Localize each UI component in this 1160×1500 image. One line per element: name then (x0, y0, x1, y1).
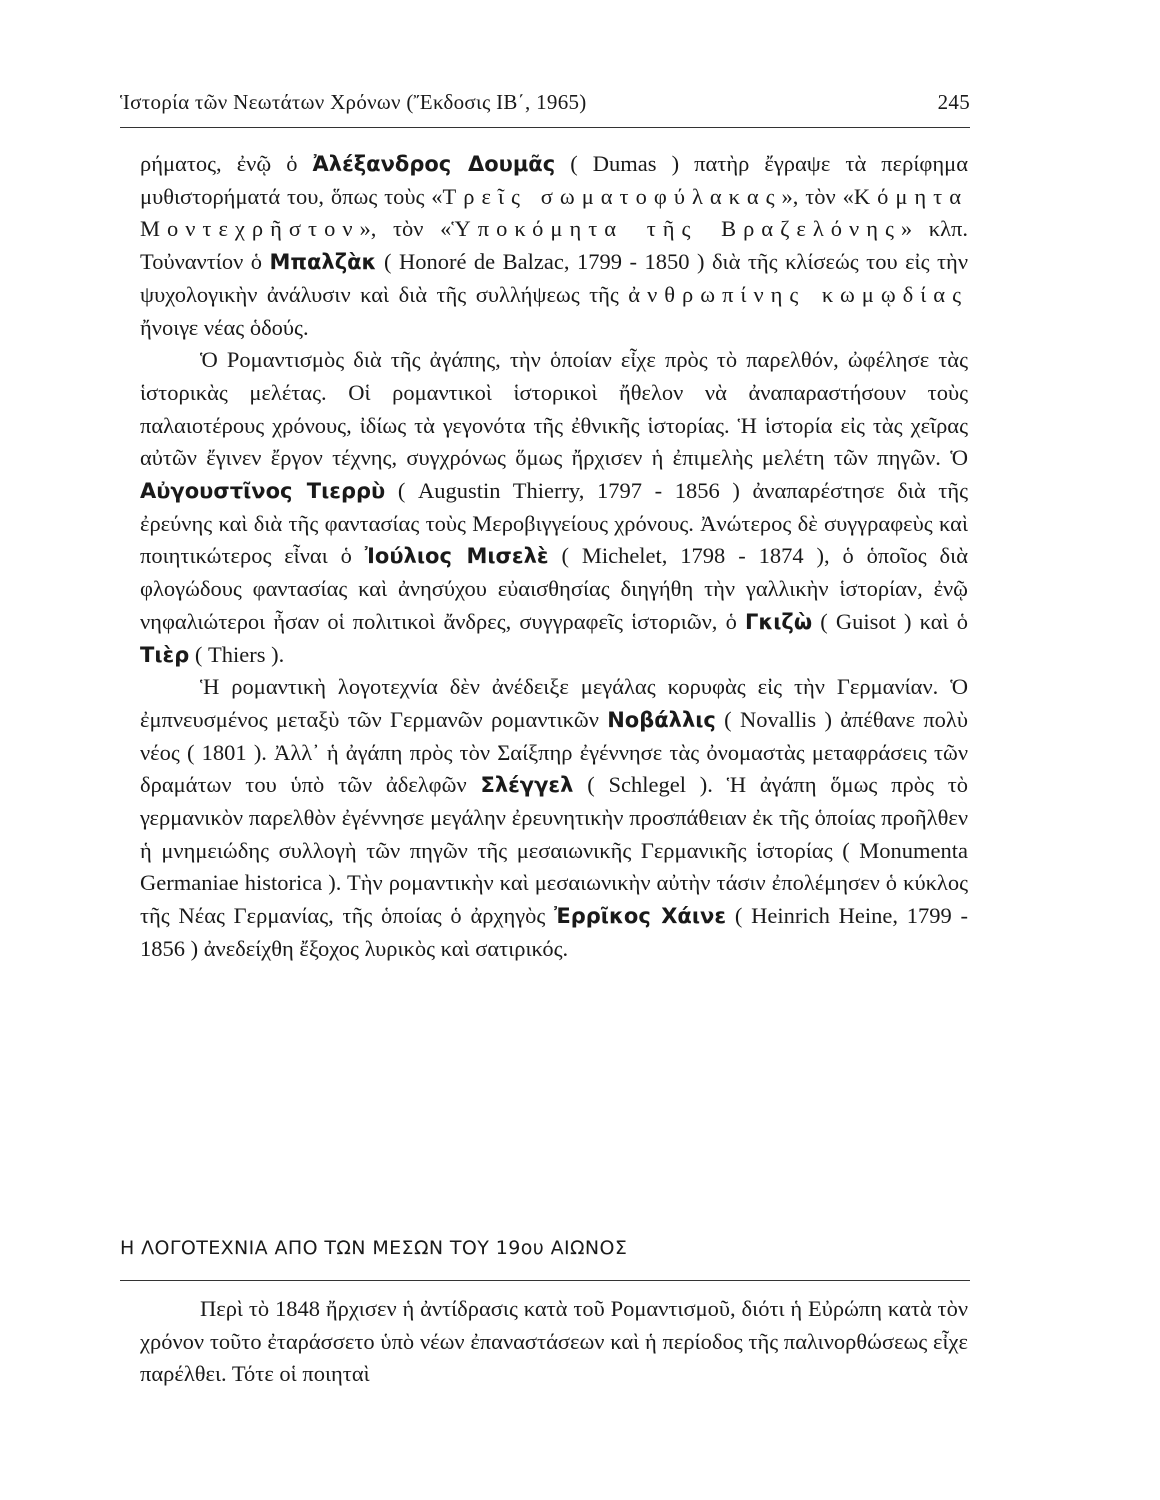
spaced-title: Ὑποκόμητα τῆς Βραζελόνης (451, 216, 901, 242)
paragraph-1 (140, 148, 968, 344)
running-header (120, 90, 970, 122)
text-run: », τὸν « (781, 183, 854, 209)
text-run: ( Michelet, 1798 - 1874 ), ὁ ὁποῖος διὰ φλογώδους φαντασίας καὶ ἀνησύχου εὐαισθησίας διηγήθη τὴν γαλλικὴν ἱστορίαν, ἐνῷ νηφαλιώτεροι ἦσαν οἱ πολιτικοὶ ἄνδρες, συγγραφεῖς ἱστοριῶν, ὁ (140, 543, 968, 634)
header-rule (120, 127, 970, 128)
paragraph-3 (140, 671, 968, 965)
bold-name: Αὐγουστῖνος Τιερρὺ (140, 479, 386, 504)
text-run: ( Honoré de Balzac, 1799 - 1850 ) διὰ τῆς κλίσεώς του εἰς τὴν ψυχολογικὴν ἀνάλυσιν καὶ διὰ τῆς συλλήψεως τῆς (140, 249, 968, 307)
section-rule (120, 1280, 970, 1281)
paragraph-2 (140, 344, 968, 671)
bold-name: Ἀλέξανδρος Δουμᾶς (312, 152, 556, 176)
text-run: ( Dumas ) πατὴρ ἔγραψε τὰ περίφημα μυθιστορήματά του, ὅπως τοὺς « (140, 151, 968, 209)
spaced-title: Κόμητα Μοντεχρῆστον (140, 183, 968, 242)
bold-name: Ἰούλιος Μισελὲ (364, 544, 549, 569)
text-run: Ἡ ρομαντικὴ λογοτεχνία δὲν ἀνέδειξε μεγάλας κορυφὰς εἰς τὴν Γερμανίαν. Ὁ ἐμπνευσμένος μεταξὺ τῶν Γερμανῶν ρομαντικῶν (140, 674, 968, 732)
spaced-title: ἀνθρωπίνης κωμῳδίας (628, 281, 968, 307)
bold-name: Γκιζὼ (744, 609, 813, 634)
text-run: ( Novallis ) ἀπέθανε πολὺ νέος ( 1801 ). Ἀλλ᾽ ἡ ἀγάπη πρὸς τὸν Σαίξπηρ ἐγέννησε τὰς ὀνομαστὰς μεταφράσεις τῶν δραμάτων του ὑπὸ τῶν ἀδελφῶν (140, 706, 968, 798)
bold-name: Σλέγγελ (480, 773, 574, 798)
text-run: ( Heinrich Heine, 1799 - 1856 ) ἀνεδείχθη ἔξοχος λυρικὸς καὶ σατιρικός. (140, 903, 968, 961)
text-run: », τὸν « (359, 216, 452, 242)
text-run: ρήματος, ἐνῷ ὁ (140, 151, 313, 176)
section-paragraph: Περὶ τὸ 1848 ἤρχισεν ἡ ἀντίδρασις κατὰ τοῦ Ρομαντισμοῦ, διότι ἡ Εὐρώπη κατὰ τὸν χρόνον τοῦτο ἐταράσσετο ὑπὸ νέων ἐπαναστάσεων καὶ ἡ περίοδος τῆς παλινορθώσεως εἶχε παρέλθει. Τότε οἱ ποιηταὶ (140, 1296, 968, 1387)
text-run: Ὁ Ρομαντισμὸς διὰ τῆς ἀγάπης, τὴν ὁποίαν εἶχε πρὸς τὸ παρελθόν, ὠφέλησε τὰς ἱστορικὰς μελέτας. Οἱ ρομαντικοὶ ἱστορικοὶ ἤθελον νὰ ἀναπαραστήσουν τοὺς παλαιοτέρους χρόνους, ἰδίως τὰ γεγονότα τῆς ἐθνικῆς ἱστορίας. Ἡ ἱστορία εἰς τὰς χεῖρας αὐτῶν ἔγινεν ἔργον τέχνης, συγχρόνως ὅμως ἤρχισεν ἡ ἐπιμελὴς μελέτη τῶν πηγῶν. Ὁ (140, 347, 968, 471)
book-title: Ἱστορία τῶν Νεωτάτων Χρόνων (Ἔκδοσις ΙΒ΄, 1965) (120, 90, 587, 114)
text-run: » κλπ. Τοὐναντίον ὁ (140, 216, 968, 275)
text-run: ( Augustin Thierry, 1797 - 1856 ) ἀναπαρέστησε διὰ τῆς ἐρεύνης καὶ διὰ τῆς φαντασίας τοὺς Μεροβιγγείους χρόνους. Ἀνώτερος δὲ συγγραφεὺς καὶ ποιητικώτερος εἶναι ὁ (140, 478, 969, 569)
page-number: 245 (937, 90, 970, 114)
spaced-title: Τρεῖς σωματοφύλακας (442, 183, 782, 209)
text-run: ἤνοιγε νέας ὁδούς. (140, 314, 309, 340)
section-text (140, 1293, 968, 1391)
text-run: ( Guisot ) καὶ ὁ (812, 608, 968, 634)
bold-name: Τιὲρ (140, 642, 190, 667)
text-run: ( Schlegel ). Ἡ ἀγάπη ὅμως πρὸς τὸ γερμανικὸν παρελθὸν ἐγέννησε μεγάλην ἐρευνητικὴν προσπάθειαν ἐκ τῆς ὁποίας προῆλθεν ἡ μνημειώδης συλλογὴ τῶν πηγῶν τῆς μεσαιωνικῆς Γερμανικῆς ἱστορίας ( Monumenta Germaniae historica ). Τὴν ρομαντικὴν καὶ μεσαιωνικὴν αὐτὴν τάσιν ἐπολέμησεν ὁ κύκλος τῆς Νέας Γερμανίας, τῆς ὁποίας ὁ ἀρχηγὸς (140, 772, 969, 929)
main-text (140, 148, 968, 966)
bold-name: Μπαλζὰκ (269, 250, 377, 275)
section-heading: Η ΛΟΓΟΤΕΧΝΙΑ ΑΠΟ ΤΩΝ ΜΕΣΩΝ ΤΟΥ 19ου ΑΙΩΝΟΣ (120, 1237, 628, 1259)
bold-name: Νοβάλλις (607, 707, 716, 732)
bold-name: Ἐρρῖκος Χάινε (554, 904, 727, 929)
text-run: ( Thiers ). (189, 641, 285, 667)
